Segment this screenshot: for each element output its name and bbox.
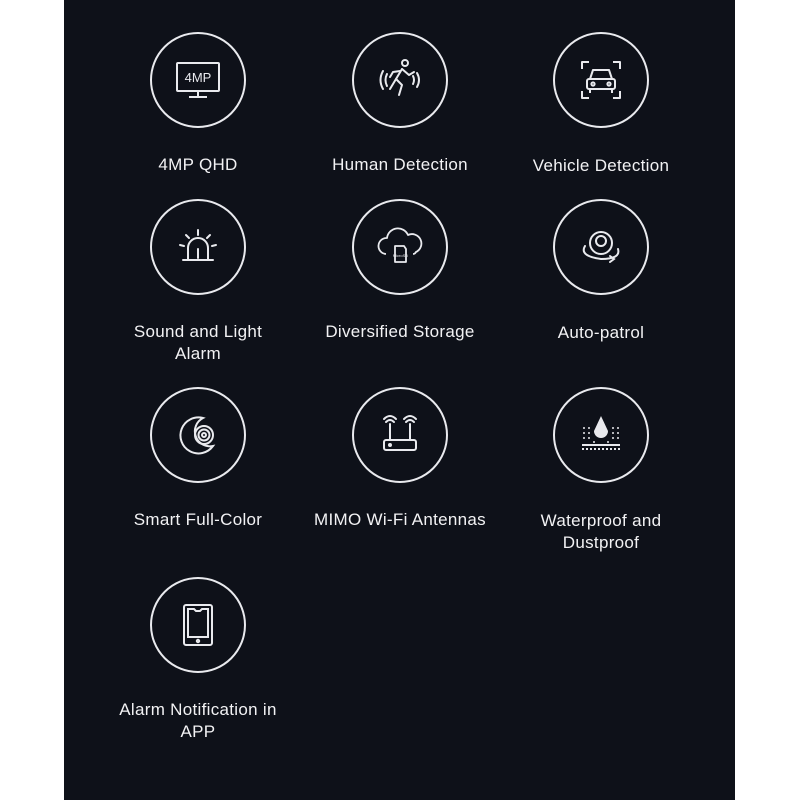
monitor-4mp-icon xyxy=(150,32,246,128)
wifi-router-icon xyxy=(352,387,448,483)
feature-label: MIMO Wi-Fi Antennas xyxy=(314,510,486,529)
feature-label: 4MP QHD xyxy=(158,155,238,174)
feature-label: Sound and Light Alarm xyxy=(133,322,263,363)
feature-label: Smart Full-Color xyxy=(133,510,263,529)
feature-label: Auto-patrol xyxy=(557,323,645,342)
feature-panel xyxy=(64,0,735,800)
feature-label: Diversified Storage xyxy=(325,322,475,341)
cloud-storage-icon xyxy=(352,199,448,295)
microsd-card-text: MicroSD xyxy=(392,253,409,258)
feature-label: Alarm Notification in APP xyxy=(119,700,277,741)
moon-lens-icon xyxy=(150,387,246,483)
car-icon xyxy=(553,32,649,128)
running-person-icon xyxy=(352,32,448,128)
alarm-siren-icon xyxy=(150,199,246,295)
feature-label: Vehicle Detection xyxy=(532,156,670,175)
tablet-icon xyxy=(150,577,246,673)
rotating-camera-icon xyxy=(553,199,649,295)
feature-label: Waterproof and Dustproof xyxy=(540,511,662,552)
water-drop-icon xyxy=(553,387,649,483)
monitor-screen-text: 4MP xyxy=(184,70,212,85)
feature-label: Human Detection xyxy=(332,155,468,174)
